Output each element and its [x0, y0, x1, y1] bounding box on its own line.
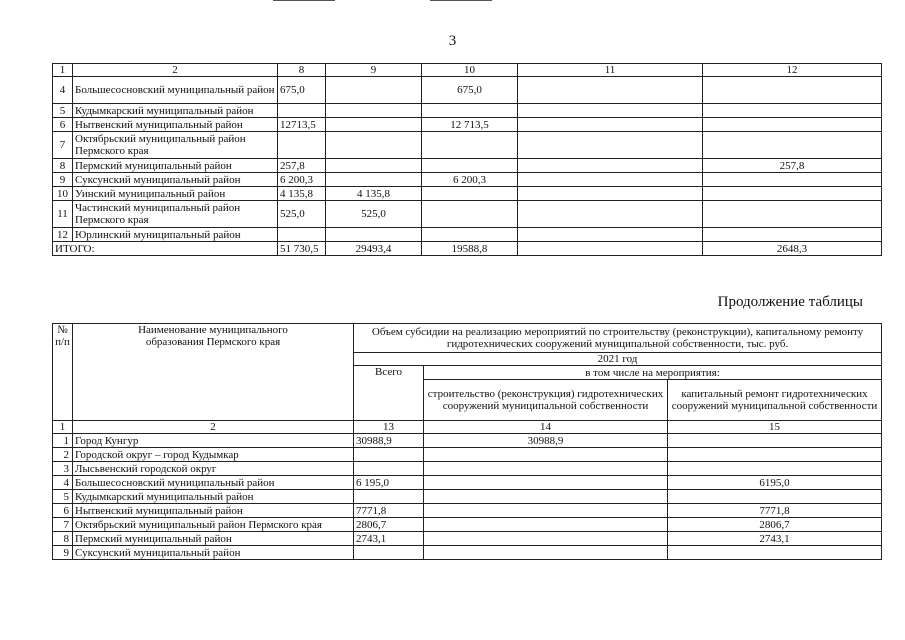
row-number: 11: [53, 201, 73, 228]
value-col-15: [668, 462, 882, 476]
value-col-15: 6195,0: [668, 476, 882, 490]
row-number: 4: [53, 77, 73, 104]
value-col-13: 2743,1: [354, 532, 424, 546]
row-number: 6: [53, 504, 73, 518]
value-col-11: [518, 104, 703, 118]
value-col-13: 2806,7: [354, 518, 424, 532]
table-row: [53, 187, 882, 201]
value-col-9: [326, 77, 422, 104]
table-row: [53, 159, 882, 173]
value-col-14: [424, 532, 668, 546]
header-num: № п/п: [53, 324, 73, 421]
table-row: [53, 434, 882, 448]
table-row: [53, 132, 882, 159]
value-col-10: 675,0: [422, 77, 518, 104]
table-continuation-part-2: [52, 323, 882, 560]
column-number: 12: [703, 64, 882, 77]
district-name: Пермский муниципальный район: [73, 159, 278, 173]
value-col-8: [278, 104, 326, 118]
value-col-12: [703, 173, 882, 187]
district-name: Кудымкарский муниципальный район: [73, 490, 354, 504]
value-col-14: [424, 504, 668, 518]
value-col-15: 2806,7: [668, 518, 882, 532]
column-number: 2: [73, 421, 354, 434]
column-number: 1: [53, 421, 73, 434]
value-col-15: [668, 490, 882, 504]
value-col-9: 525,0: [326, 201, 422, 228]
value-col-10: [422, 187, 518, 201]
table-row: [53, 476, 882, 490]
value-col-8: 525,0: [278, 201, 326, 228]
table-row: [53, 462, 882, 476]
value-col-8: [278, 132, 326, 159]
column-number: 8: [278, 64, 326, 77]
value-col-8: 675,0: [278, 77, 326, 104]
top-rule-left: [273, 0, 335, 1]
value-col-13: 7771,8: [354, 504, 424, 518]
value-col-15: [668, 546, 882, 560]
row-number: 5: [53, 490, 73, 504]
total-label: ИТОГО:: [53, 242, 278, 256]
table-row: [53, 546, 882, 560]
district-name: Городской округ – город Кудымкар: [73, 448, 354, 462]
district-name: Суксунский муниципальный район: [73, 546, 354, 560]
header-total: Всего: [354, 366, 424, 421]
value-col-13: [354, 462, 424, 476]
total-col-9: 29493,4: [326, 242, 422, 256]
value-col-12: [703, 77, 882, 104]
row-number: 5: [53, 104, 73, 118]
row-number: 7: [53, 518, 73, 532]
district-name: Кудымкарский муниципальный район: [73, 104, 278, 118]
table-row: [53, 173, 882, 187]
column-number: 11: [518, 64, 703, 77]
table-row: [53, 532, 882, 546]
value-col-11: [518, 118, 703, 132]
row-number: 12: [53, 228, 73, 242]
value-col-10: [422, 159, 518, 173]
header-repair: капитальный ремонт гидротехнических сооружений муниципальной собственности: [668, 380, 882, 421]
total-col-10: 19588,8: [422, 242, 518, 256]
total-col-11: [518, 242, 703, 256]
header-volume: Объем субсидии на реализацию мероприятий по строительству (реконструкции), капитальному ремонту гидротехнических сооружений муниципальной собственности, тыс. руб.: [354, 324, 882, 353]
column-number: 15: [668, 421, 882, 434]
value-col-8: 257,8: [278, 159, 326, 173]
value-col-12: [703, 118, 882, 132]
value-col-10: 6 200,3: [422, 173, 518, 187]
value-col-12: [703, 228, 882, 242]
continuation-title: Продолжение таблицы: [717, 294, 863, 310]
value-col-9: [326, 118, 422, 132]
table-row: [53, 118, 882, 132]
value-col-10: [422, 104, 518, 118]
value-col-9: [326, 228, 422, 242]
value-col-12: 257,8: [703, 159, 882, 173]
value-col-13: 30988,9: [354, 434, 424, 448]
row-number: 3: [53, 462, 73, 476]
table-row: [53, 490, 882, 504]
value-col-15: 2743,1: [668, 532, 882, 546]
value-col-10: [422, 132, 518, 159]
district-name: Нытвенский муниципальный район: [73, 118, 278, 132]
district-name: Город Кунгур: [73, 434, 354, 448]
total-col-8: 51 730,5: [278, 242, 326, 256]
row-number: 2: [53, 448, 73, 462]
district-name: Пермский муниципальный район: [73, 532, 354, 546]
value-col-15: [668, 448, 882, 462]
value-col-10: 12 713,5: [422, 118, 518, 132]
total-col-12: 2648,3: [703, 242, 882, 256]
header-including: в том числе на мероприятия:: [424, 366, 882, 380]
value-col-9: [326, 159, 422, 173]
row-number: 7: [53, 132, 73, 159]
table-row: [53, 77, 882, 104]
district-name: Большесосновский муниципальный район: [73, 77, 278, 104]
row-number: 1: [53, 434, 73, 448]
value-col-11: [518, 187, 703, 201]
district-name: Частинский муниципальный район Пермского края: [73, 201, 278, 228]
row-number: 9: [53, 546, 73, 560]
table-row: [53, 448, 882, 462]
value-col-14: 30988,9: [424, 434, 668, 448]
value-col-12: [703, 187, 882, 201]
column-number: 13: [354, 421, 424, 434]
column-number-row: [53, 64, 882, 77]
value-col-9: 4 135,8: [326, 187, 422, 201]
header-year: 2021 год: [354, 353, 882, 366]
table-row: [53, 201, 882, 228]
value-col-10: [422, 201, 518, 228]
table-row: [53, 504, 882, 518]
row-number: 9: [53, 173, 73, 187]
district-name: Нытвенский муниципальный район: [73, 504, 354, 518]
column-number: 9: [326, 64, 422, 77]
header-construction: строительство (реконструкция) гидротехнических сооружений муниципальной собственности: [424, 380, 668, 421]
column-number: 10: [422, 64, 518, 77]
value-col-14: [424, 518, 668, 532]
value-col-14: [424, 448, 668, 462]
row-number: 4: [53, 476, 73, 490]
value-col-13: [354, 490, 424, 504]
value-col-12: [703, 104, 882, 118]
value-col-14: [424, 476, 668, 490]
value-col-15: [668, 434, 882, 448]
value-col-11: [518, 173, 703, 187]
district-name: Лысьвенский городской округ: [73, 462, 354, 476]
value-col-12: [703, 132, 882, 159]
page-number: 3: [448, 33, 457, 49]
column-number-row: [53, 421, 882, 434]
value-col-14: [424, 546, 668, 560]
value-col-13: 6 195,0: [354, 476, 424, 490]
column-number: 1: [53, 64, 73, 77]
value-col-11: [518, 77, 703, 104]
district-name: Суксунский муниципальный район: [73, 173, 278, 187]
value-col-14: [424, 490, 668, 504]
value-col-13: [354, 546, 424, 560]
value-col-9: [326, 173, 422, 187]
value-col-11: [518, 201, 703, 228]
table-row: [53, 228, 882, 242]
value-col-15: 7771,8: [668, 504, 882, 518]
district-name: Большесосновский муниципальный район: [73, 476, 354, 490]
top-rule-right: [430, 0, 492, 1]
district-name: Юрлинский муниципальный район: [73, 228, 278, 242]
value-col-11: [518, 228, 703, 242]
header-name: Наименование муниципального образования Пермского края: [73, 324, 354, 421]
total-row: [53, 242, 882, 256]
value-col-9: [326, 104, 422, 118]
value-col-11: [518, 132, 703, 159]
value-col-8: 6 200,3: [278, 173, 326, 187]
value-col-10: [422, 228, 518, 242]
column-number: 14: [424, 421, 668, 434]
table-row: [53, 104, 882, 118]
value-col-8: 12713,5: [278, 118, 326, 132]
value-col-14: [424, 462, 668, 476]
value-col-13: [354, 448, 424, 462]
row-number: 8: [53, 159, 73, 173]
row-number: 8: [53, 532, 73, 546]
value-col-9: [326, 132, 422, 159]
table-row: [53, 518, 882, 532]
column-number: 2: [73, 64, 278, 77]
district-name: Октябрьский муниципальный район Пермского края: [73, 132, 278, 159]
row-number: 6: [53, 118, 73, 132]
district-name: Уинский муниципальный район: [73, 187, 278, 201]
value-col-8: 4 135,8: [278, 187, 326, 201]
district-name: Октябрьский муниципальный район Пермского края: [73, 518, 354, 532]
row-number: 10: [53, 187, 73, 201]
table-continuation-part-1: [52, 63, 882, 256]
value-col-11: [518, 159, 703, 173]
value-col-12: [703, 201, 882, 228]
value-col-8: [278, 228, 326, 242]
